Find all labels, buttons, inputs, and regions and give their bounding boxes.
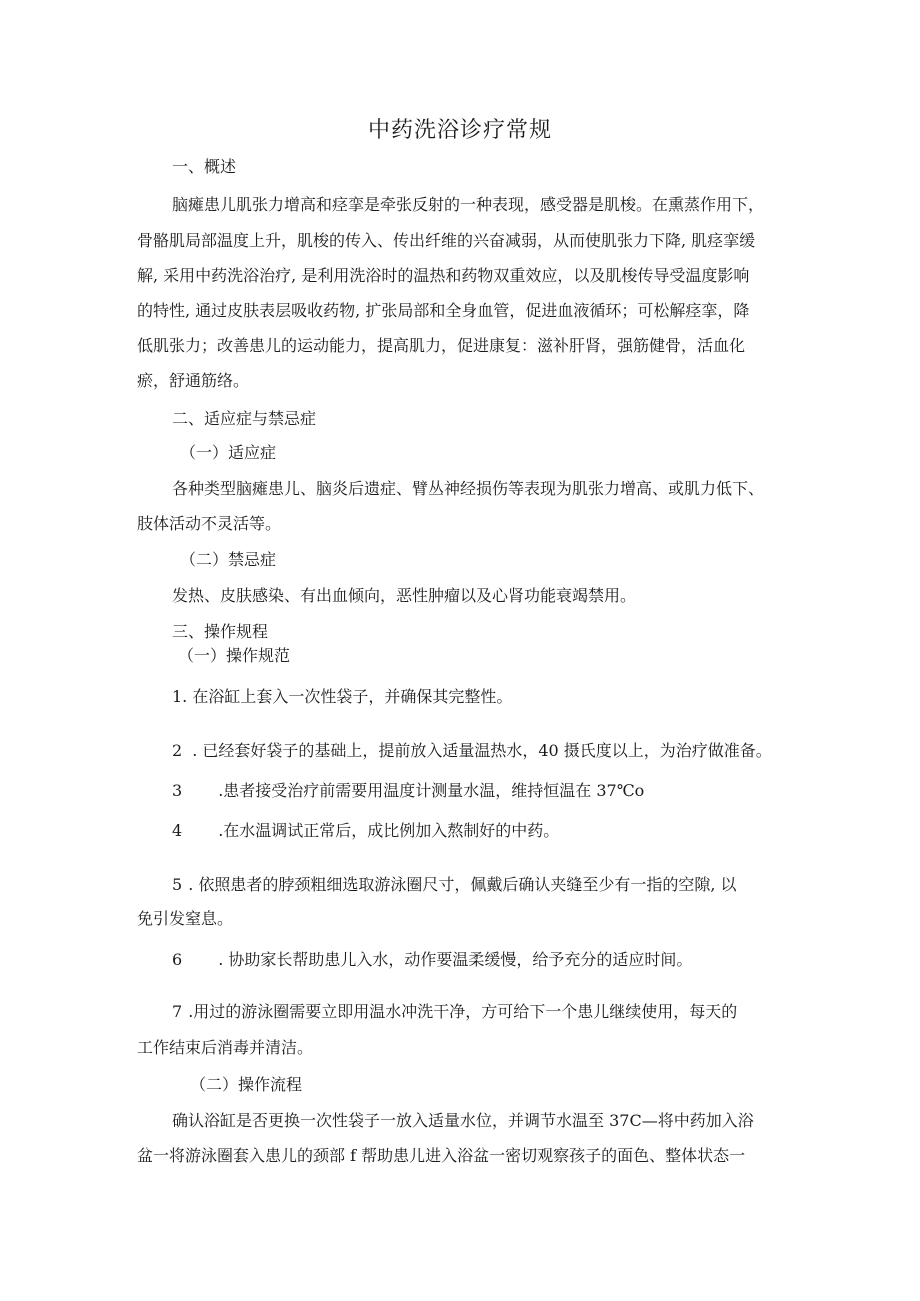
step-number: 5 — [172, 875, 183, 894]
step-7-continued: 工作结束后消毒并清洁。 — [137, 1038, 314, 1057]
paragraph-line: 确认浴缸是否更换一次性袋子一放入适量水位，并调节水温至 37C—将中药加入浴 — [172, 1111, 754, 1130]
step-5 — [172, 875, 737, 895]
paragraph-line: 低肌张力；改善患儿的运动能力，提高肌力，促进康复：滋补肝肾，强筋健骨，活血化 — [137, 336, 746, 355]
step-text: . 依照患者的脖颈粗细选取游泳圈尺寸，佩戴后确认夹缝至少有一指的空隙, 以 — [188, 875, 737, 894]
step-text: .用过的游泳圈需要立即用温水冲洗干净，方可给下一个患儿继续使用，每天的 — [188, 1002, 738, 1021]
subsection-heading-workflow: （二）操作流程 — [190, 1075, 303, 1094]
step-3 — [172, 781, 644, 801]
step-7 — [172, 1002, 737, 1022]
paragraph-line: 瘀，舒通筋络。 — [137, 371, 250, 390]
step-6 — [172, 950, 692, 970]
step-text: . 协助家长帮助患儿入水，动作要温柔缓慢，给予充分的适应时间。 — [218, 950, 693, 969]
step-4 — [172, 821, 559, 841]
step-number: 6 — [172, 950, 183, 969]
paragraph-line: 脑瘫患儿肌张力增高和痉挛是牵张反射的一种表现，感受器是肌梭。在熏蒸作用下， — [172, 195, 765, 214]
step-text: .在水温调试正常后，成比例加入熬制好的中药。 — [218, 821, 560, 840]
step-number: 7 — [172, 1002, 183, 1021]
step-2 — [172, 741, 772, 761]
step-number: 3 — [172, 781, 183, 800]
step-number: 2 — [172, 741, 183, 760]
subsection-heading-indications: （一）适应症 — [180, 443, 277, 462]
section-heading-indications: 二、适应症与禁忌症 — [172, 409, 317, 428]
subsection-heading-specification: （一）操作规范 — [178, 646, 291, 665]
paragraph-line: 发热、皮肤感染、有出血倾向，恶性肿瘤以及心肾功能衰竭禁用。 — [172, 586, 637, 605]
paragraph-line: 的特性, 通过皮肤表层吸收药物, 扩张局部和全身血管，促进血液循环；可松解痉挛，降 — [137, 301, 750, 320]
step-1: 1. 在浴缸上套入一次性袋子，并确保其完整性。 — [172, 687, 513, 706]
document-title: 中药洗浴诊疗常规 — [367, 118, 552, 143]
paragraph-line: 骨骼肌局部温度上升，肌梭的传入、传出纤维的兴奋减弱，从而使肌张力下降, 肌痉挛缓 — [137, 231, 756, 250]
section-heading-procedure: 三、操作规程 — [172, 622, 269, 641]
step-number: 4 — [172, 821, 183, 840]
step-text: . 已经套好袋子的基础上，提前放入适量温热水，40 摄氏度以上，为治疗做准备。 — [192, 741, 772, 760]
paragraph-line: 盆一将游泳圈套入患儿的颈部 f 帮助患儿进入浴盆一密切观察孩子的面色、整体状态一 — [137, 1146, 746, 1165]
subsection-heading-contraindications: （二）禁忌症 — [180, 550, 277, 569]
paragraph-line: 解, 采用中药洗浴治疗, 是利用洗浴时的温热和药物双重效应，以及肌梭传导受温度影响 — [137, 266, 750, 285]
paragraph-line: 肢体活动不灵活等。 — [137, 514, 282, 533]
paragraph-line: 各种类型脑瘫患儿、脑炎后遗症、臂丛神经损伤等表现为肌张力增高、或肌力低下、 — [172, 479, 765, 498]
section-heading-overview: 一、概述 — [172, 157, 237, 176]
step-5-continued: 免引发窒息。 — [137, 909, 234, 928]
step-text: .患者接受治疗前需要用温度计测量水温，维持恒温在 37℃o — [218, 781, 645, 800]
